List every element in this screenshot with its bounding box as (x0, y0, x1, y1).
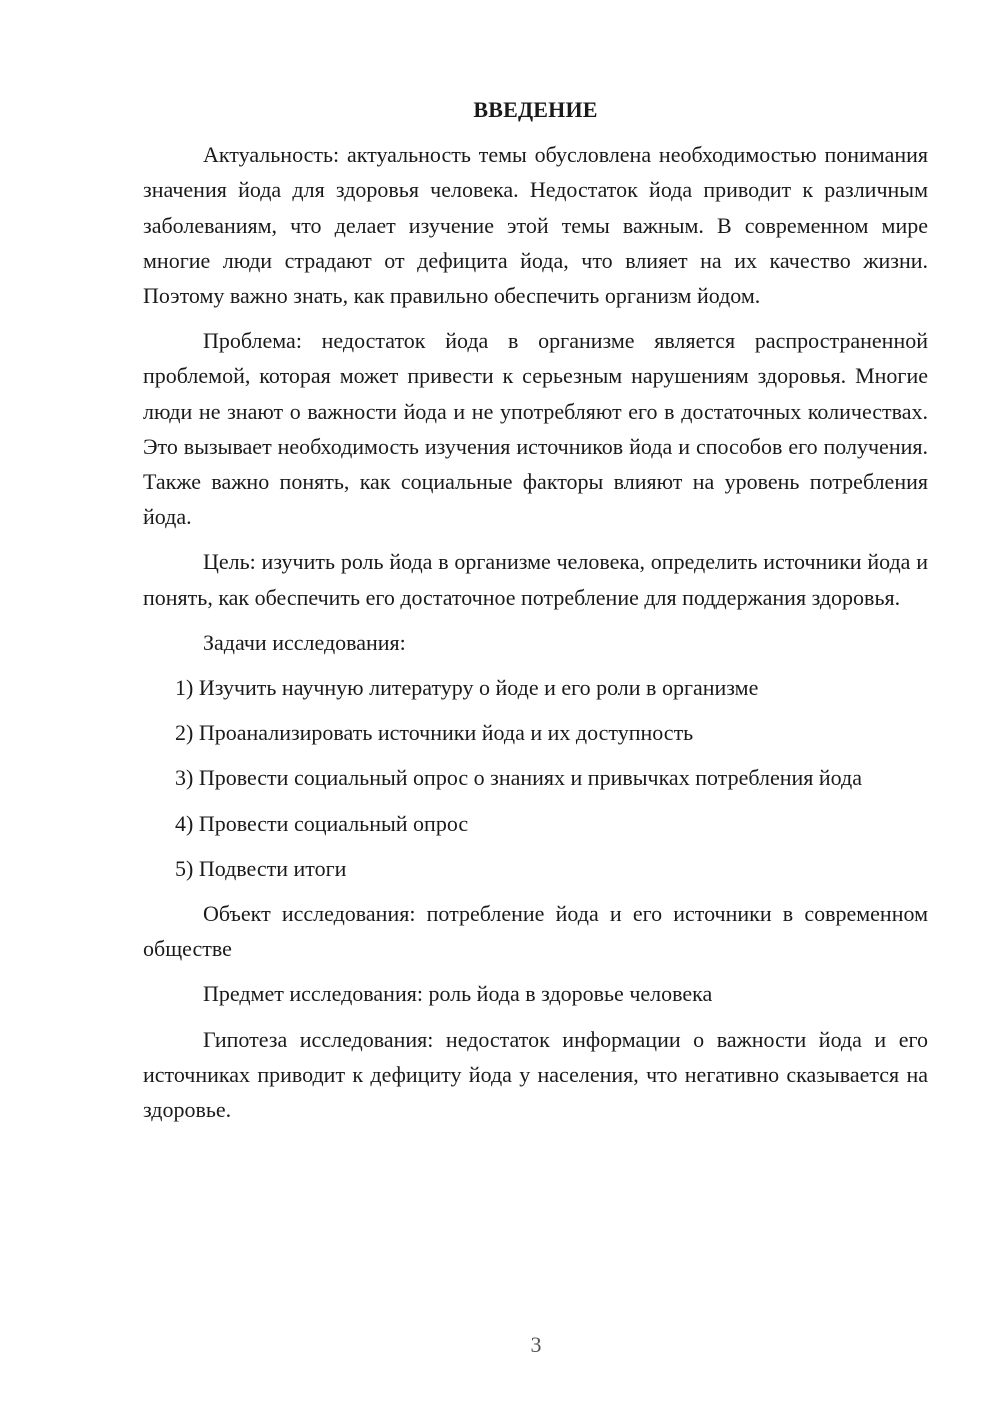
task-item: 2) Проанализировать источники йода и их доступность (175, 720, 694, 746)
task-item: 5) Подвести итоги (175, 855, 347, 881)
document-page (143, 92, 928, 1137)
object-paragraph: Объект исследования: потребление йода и его источники в современном обществе (143, 901, 928, 962)
goal-paragraph: Цель: изучить роль йода в организме человека, определить источники йода и понять, как обеспечить его достаточное потребление для поддержания здоровья. (143, 549, 928, 610)
page-number: 3 (530, 1332, 542, 1357)
hypothesis-paragraph: Гипотеза исследования: недостаток информации о важности йода и его источниках приводит к дефициту йода у населения, что негативно сказывается на здоровье. (143, 1026, 928, 1123)
task-item: 1) Изучить научную литературу о йоде и его роли в организме (175, 675, 759, 701)
relevance-paragraph: Актуальность: актуальность темы обусловлена необходимостью понимания значения йода для здоровья человека. Недостаток йода приводит к различным заболеваниям, что делает изучение этой темы важным. В современном мире многие люди страдают от дефицита йода, что влияет на их качество жизни. Поэтому важно знать, как правильно обеспечить организм йодом. (143, 142, 928, 309)
problem-paragraph: Проблема: недостаток йода в организме является распространенной проблемой, которая может привести к серьезным нарушениям здоровья. Многие люди не знают о важности йода и не употребляют его в достаточных количествах. Это вызывает необходимость изучения источников йода и способов его получения. Также важно понять, как социальные факторы влияют на уровень потребления йода. (143, 328, 928, 530)
tasks-heading: Задачи исследования: (203, 629, 406, 655)
subject-paragraph: Предмет исследования: роль йода в здоровье человека (203, 981, 713, 1007)
task-item: 4) Провести социальный опрос (175, 810, 469, 836)
section-title: ВВЕДЕНИЕ (473, 97, 598, 122)
task-item: 3) Провести социальный опрос о знаниях и привычках потребления йода (175, 765, 862, 791)
